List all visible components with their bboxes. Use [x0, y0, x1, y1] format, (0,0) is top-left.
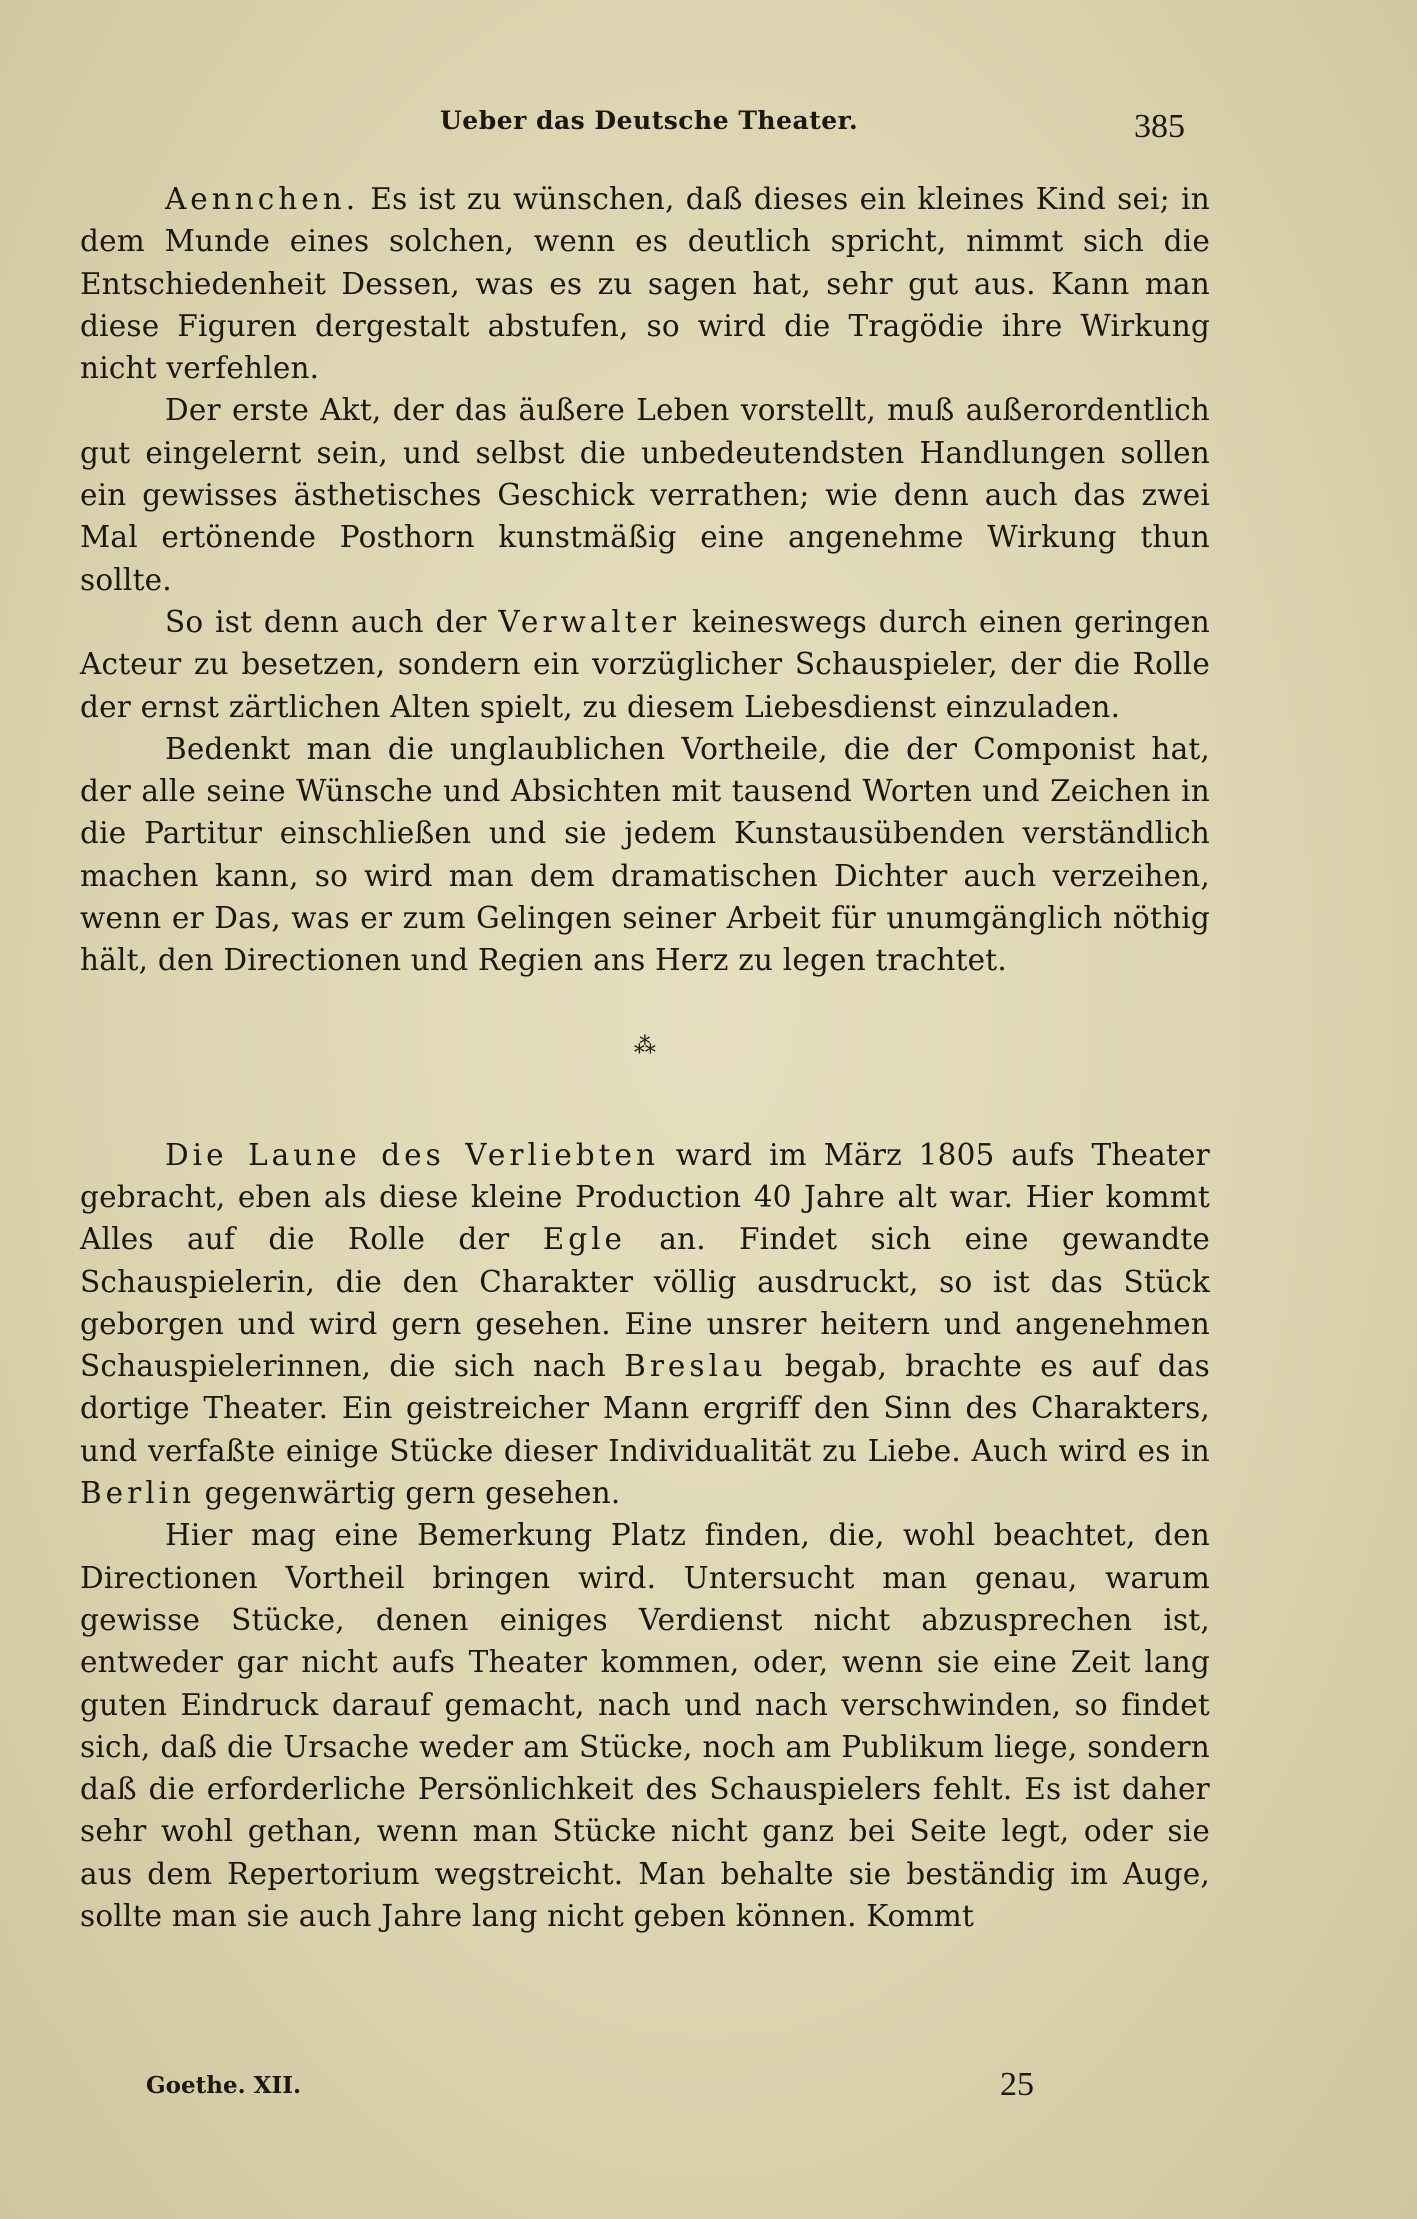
- paragraph-text: an. Findet sich eine gewandte Schauspielerin, die den Charakter völlig ausdruckt, so ist das Stück geborgen und wird gern gesehen. Eine unsrer heitern und angenehmen Schauspielerinnen, die sich nach: [80, 1222, 1210, 1384]
- paragraph-laune: [80, 1134, 1210, 1515]
- paragraph-text: gegenwärtig gern gesehen.: [195, 1476, 621, 1511]
- body-text: [80, 178, 1210, 1937]
- paragraph-bemerkung: Hier mag eine Bemerkung Platz finden, die, wohl beachtet, den Directionen Vortheil bringen wird. Untersucht man genau, warum gewisse Stücke, denen einiges Verdienst nicht abzusprechen ist, entweder gar nicht aufs Theater kommen, oder, wenn sie eine Zeit lang guten Eindruck darauf gemacht, nach und nach verschwinden, so findet sich, daß die Ursache weder am Stücke, noch am Publikum liege, sondern daß die erforderliche Persönlichkeit des Schauspielers fehlt. Es ist daher sehr wohl gethan, wenn man Stücke nicht ganz bei Seite legt, oder sie aus dem Repertorium wegstreicht. Man behalte sie beständig im Auge, sollte man sie auch Jahre lang nicht geben können. Kommt: [80, 1518, 1210, 1933]
- page-number: 385: [1134, 108, 1185, 145]
- spaced-title-laune: Die Laune des Verliebten: [165, 1137, 659, 1172]
- page-footer: [0, 2066, 1417, 2106]
- paragraph-text: begab, brachte es auf das dortige Theater. Ein geistreicher Mann ergriff den Sinn des Charakters, und verfaßte einige Stücke dieser Individualität zu Liebe. Auch wird es in: [80, 1349, 1211, 1468]
- signature-mark: Goethe. XII.: [146, 2072, 301, 2099]
- spaced-name-aennchen: Aennchen.: [165, 182, 360, 216]
- paragraph-componist: Bedenkt man die unglaublichen Vortheile, die der Componist hat, der alle seine Wünsche und Absichten mit tausend Worten und Zeichen in die Partitur einschließen und sie jedem Kunstausübenden verständlich machen kann, so wird man dem dramatischen Dichter auch verzeihen, wenn er Das, was er zum Gelingen seiner Arbeit für unumgänglich nöthig hält, den Directionen und Regien ans Herz zu legen trachtet.: [80, 731, 1210, 978]
- running-head: [0, 104, 1417, 144]
- paragraph-text: So ist denn auch der: [165, 604, 499, 639]
- sheet-number: 25: [1000, 2066, 1034, 2103]
- paragraph-text: Es ist zu wünschen, daß dieses ein kleines Kind sei; in dem Munde eines solchen, wenn es deutlich spricht, nimmt sich die Entschiedenheit Dessen, was es zu sagen hat, sehr gut aus. Kann man diese Figuren dergestalt abstufen, so wird die Tragödie ihre Wirkung nicht verfehlen.: [80, 182, 1210, 386]
- paragraph-text: ward im März 1805 aufs Theater gebracht, eben als diese kleine Production 40 Jahre alt war. Hier kommt Alles auf die Rolle der: [80, 1137, 1210, 1257]
- running-head-title: Ueber das Deutsche Theater.: [440, 106, 859, 135]
- paragraph-aennchen: [80, 178, 1210, 389]
- paragraph-erster-akt: Der erste Akt, der das äußere Leben vorstellt, muß außerordentlich gut eingelernt sein, und selbst die unbedeutendsten Handlungen sollen ein gewisses ästhetisches Geschick verrathen; wie denn auch das zwei Mal ertönende Posthorn kunstmäßig eine angenehme Wirkung thun sollte.: [80, 393, 1210, 597]
- spaced-name-egle: Egle: [542, 1222, 627, 1257]
- paragraph-text: keineswegs durch einen geringen Acteur zu besetzen, sondern ein vorzüglicher Schauspieler, der die Rolle der ernst zärtlichen Alten spielt, zu diesem Liebesdienst einzuladen.: [80, 604, 1210, 724]
- spaced-name-breslau: Breslau: [624, 1349, 767, 1384]
- asterism-separator: ⁂: [633, 1033, 657, 1059]
- section-break: [80, 982, 1210, 1134]
- spaced-name-verwalter: Verwalter: [498, 604, 681, 639]
- paragraph-verwalter: [80, 601, 1210, 728]
- spaced-name-berlin: Berlin: [80, 1476, 196, 1511]
